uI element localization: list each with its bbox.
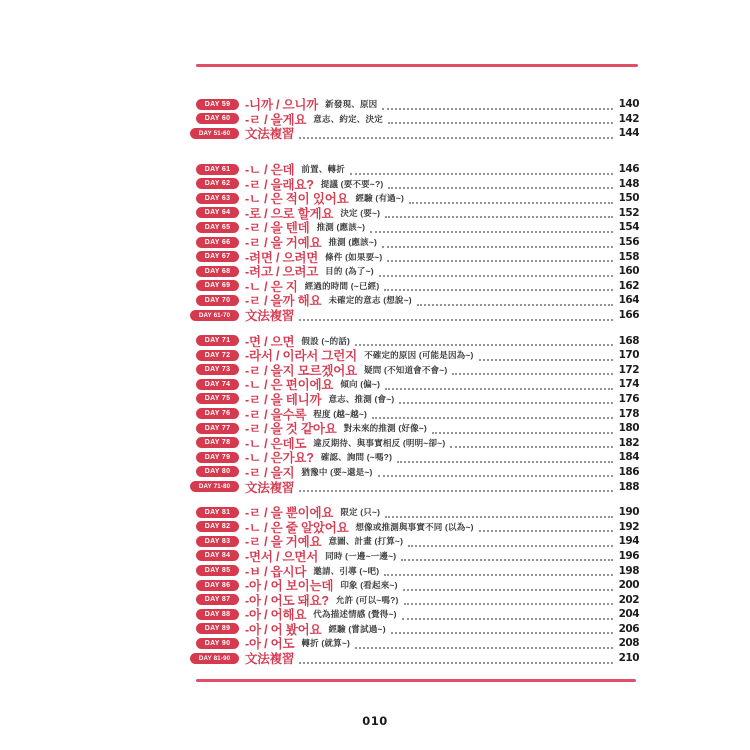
entry-page-number: 206 <box>618 622 639 635</box>
entry-page-number: 150 <box>618 192 639 205</box>
grammar-pattern-title: -ㄹ / 을게요 <box>245 112 307 127</box>
entry-page-number: 208 <box>618 637 639 650</box>
grammar-description: 允許 (可以~嗎?) <box>335 594 399 605</box>
day-badge: DAY 61-70 <box>190 310 239 321</box>
day-badge: DAY 71 <box>196 335 239 346</box>
grammar-description: 經過的時間 (~已經) <box>304 280 380 291</box>
dotted-leader <box>382 237 613 248</box>
toc-entry <box>196 308 639 323</box>
entry-page-number: 184 <box>618 451 639 464</box>
day-badge: DAY 70 <box>196 295 239 306</box>
dotted-leader <box>388 113 613 124</box>
page-number: 010 <box>362 714 388 728</box>
dotted-leader <box>387 251 613 262</box>
grammar-pattern-title: -ㄴ / 은가요? <box>245 451 314 466</box>
day-badge: DAY 79 <box>196 452 239 463</box>
grammar-pattern-title: -ㅂ / 읍시다 <box>245 564 307 579</box>
entry-page-number: 166 <box>618 309 639 322</box>
toc-group <box>196 505 639 666</box>
grammar-pattern-title: -ㄴ / 은 적이 있어요 <box>245 192 349 207</box>
entry-page-number: 158 <box>618 250 639 263</box>
day-badge: DAY 75 <box>196 393 239 404</box>
dotted-leader <box>379 266 613 277</box>
grammar-description: 意志、推測 (會~) <box>328 393 395 404</box>
grammar-pattern-title: -ㄹ / 을지 모르겠어요 <box>245 363 358 378</box>
dotted-leader <box>479 521 613 532</box>
entry-page-number: 200 <box>618 579 639 592</box>
grammar-description: 印象 (看起來~) <box>340 580 398 591</box>
day-badge: DAY 87 <box>196 594 239 605</box>
grammar-pattern-title: -ㄹ / 을 거예요 <box>245 236 322 251</box>
grammar-description: 對未來的推測 (好像~) <box>343 423 427 434</box>
dotted-leader <box>401 550 613 561</box>
day-badge: DAY 77 <box>196 423 239 434</box>
grammar-description: 意志、約定、決定 <box>313 113 383 124</box>
grammar-pattern-title: -ㄴ / 은 지 <box>245 279 298 294</box>
dotted-leader <box>408 536 613 547</box>
entry-page-number: 146 <box>618 163 639 176</box>
toc-group <box>196 97 639 141</box>
grammar-pattern-title: -아 / 어도 돼요? <box>245 593 329 608</box>
day-badge: DAY 86 <box>196 580 239 591</box>
toc-group <box>196 333 639 494</box>
grammar-pattern-title: -ㄹ / 을지 <box>245 465 295 480</box>
dotted-leader <box>403 580 613 591</box>
entry-page-number: 152 <box>618 206 639 219</box>
grammar-description: 目的 (為了~) <box>325 266 374 277</box>
day-badge: DAY 61 <box>196 164 239 175</box>
grammar-pattern-title: -ㄹ / 을수록 <box>245 407 307 422</box>
grammar-pattern-title: -ㄹ / 을래요? <box>245 177 314 192</box>
day-badge: DAY 72 <box>196 350 239 361</box>
day-badge: DAY 83 <box>196 536 239 547</box>
grammar-description: 想像或推測與事實不同 (以為~) <box>355 521 474 532</box>
grammar-description: 推測 (應該~) <box>328 237 378 248</box>
grammar-pattern-title: -니까 / 으니까 <box>245 98 319 113</box>
entry-page-number: 156 <box>618 236 639 249</box>
entry-page-number: 198 <box>618 564 639 577</box>
grammar-pattern-title: -ㄹ / 을 것 같아요 <box>245 422 337 437</box>
day-badge: DAY 63 <box>196 193 239 204</box>
day-badge: DAY 59 <box>196 99 239 110</box>
grammar-description: 程度 (越~越~) <box>313 408 368 419</box>
day-badge: DAY 82 <box>196 521 239 532</box>
grammar-description: 經驗 (有過~) <box>355 193 405 204</box>
entry-page-number: 180 <box>618 422 639 435</box>
grammar-description: 意圖、計畫 (打算~) <box>328 536 404 547</box>
grammar-pattern-title: 文法複習 <box>245 127 295 142</box>
table-of-contents <box>196 97 639 676</box>
dotted-leader <box>432 423 613 434</box>
day-badge: DAY 51-60 <box>190 128 239 139</box>
day-badge: DAY 67 <box>196 251 239 262</box>
grammar-pattern-title: 文法複習 <box>245 309 295 324</box>
entry-page-number: 190 <box>618 506 639 519</box>
entry-page-number: 142 <box>618 112 639 125</box>
day-badge: DAY 80 <box>196 466 239 477</box>
grammar-pattern-title: -려고 / 으려고 <box>245 265 319 280</box>
grammar-pattern-title: -아 / 어도 <box>245 637 295 652</box>
grammar-description: 新發現、原因 <box>325 99 378 110</box>
dotted-leader <box>409 193 613 204</box>
dotted-leader <box>388 178 613 189</box>
dotted-leader <box>397 452 613 463</box>
grammar-description: 猶豫中 (要~還是~) <box>301 466 373 477</box>
dotted-leader <box>417 295 613 306</box>
entry-page-number: 204 <box>618 608 639 621</box>
entry-page-number: 202 <box>618 593 639 606</box>
day-badge: DAY 62 <box>196 178 239 189</box>
dotted-leader <box>385 379 613 390</box>
day-badge: DAY 60 <box>196 113 239 124</box>
dotted-leader <box>350 164 613 175</box>
day-badge: DAY 85 <box>196 565 239 576</box>
grammar-description: 提議 (要不要~?) <box>320 178 384 189</box>
entry-page-number: 176 <box>618 392 639 405</box>
entry-page-number: 194 <box>618 535 639 548</box>
entry-page-number: 210 <box>618 652 639 665</box>
grammar-description: 未確定的意志 (想說~) <box>328 295 412 306</box>
entry-page-number: 186 <box>618 465 639 478</box>
grammar-description: 確認、詢問 (~嗎?) <box>320 452 393 463</box>
top-divider-rule <box>196 64 638 67</box>
entry-page-number: 160 <box>618 265 639 278</box>
grammar-description: 轉折 (就算~) <box>301 638 351 649</box>
grammar-description: 邀請、引導 (~吧) <box>313 565 380 576</box>
dotted-leader <box>384 280 613 291</box>
grammar-description: 傾向 (偏~) <box>340 379 381 390</box>
day-badge: DAY 68 <box>196 266 239 277</box>
entry-page-number: 162 <box>618 279 639 292</box>
dotted-leader <box>299 653 613 664</box>
grammar-pattern-title: 文法複習 <box>245 652 295 667</box>
day-badge: DAY 81 <box>196 507 239 518</box>
dotted-leader <box>452 364 613 375</box>
dotted-leader <box>382 99 613 110</box>
dotted-leader <box>355 638 613 649</box>
toc-entry <box>196 651 639 666</box>
day-badge: DAY 73 <box>196 364 239 375</box>
dotted-leader <box>299 310 613 321</box>
grammar-pattern-title: -ㄹ / 을 뿐이에요 <box>245 506 334 521</box>
grammar-pattern-title: -ㄹ / 을 거예요 <box>245 535 322 550</box>
grammar-pattern-title: -라서 / 이라서 그런지 <box>245 349 358 364</box>
entry-page-number: 174 <box>618 378 639 391</box>
entry-page-number: 168 <box>618 334 639 347</box>
entry-page-number: 164 <box>618 294 639 307</box>
grammar-description: 違反期待、與事實相反 (明明~卻~) <box>313 437 446 448</box>
dotted-leader <box>399 393 613 404</box>
entry-page-number: 182 <box>618 436 639 449</box>
day-badge: DAY 89 <box>196 623 239 634</box>
day-badge: DAY 76 <box>196 408 239 419</box>
dotted-leader <box>299 128 613 139</box>
grammar-description: 決定 (要~) <box>340 207 381 218</box>
grammar-description: 不確定的原因 (可能是因為~) <box>364 350 474 361</box>
day-badge: DAY 71-80 <box>190 481 239 492</box>
entry-page-number: 178 <box>618 407 639 420</box>
day-badge: DAY 81-90 <box>190 653 239 664</box>
dotted-leader <box>479 350 613 361</box>
entry-page-number: 144 <box>618 127 639 140</box>
entry-page-number: 172 <box>618 363 639 376</box>
day-badge: DAY 65 <box>196 222 239 233</box>
entry-page-number: 170 <box>618 349 639 362</box>
grammar-pattern-title: -면 / 으면 <box>245 334 295 349</box>
entry-page-number: 192 <box>618 520 639 533</box>
grammar-description: 疑問 (不知道會不會~) <box>364 364 448 375</box>
entry-page-number: 148 <box>618 177 639 190</box>
grammar-description: 代為描述情感 (覺得~) <box>313 609 397 620</box>
grammar-pattern-title: -ㄴ / 은 줄 알았어요 <box>245 520 349 535</box>
grammar-pattern-title: -아 / 어해요 <box>245 608 307 623</box>
day-badge: DAY 64 <box>196 207 239 218</box>
dotted-leader <box>404 594 613 605</box>
toc-group <box>196 162 639 323</box>
dotted-leader <box>385 507 613 518</box>
entry-page-number: 196 <box>618 549 639 562</box>
entry-page-number: 188 <box>618 480 639 493</box>
grammar-description: 經驗 (嘗試過~) <box>328 623 386 634</box>
day-badge: DAY 69 <box>196 280 239 291</box>
day-badge: DAY 74 <box>196 379 239 390</box>
grammar-pattern-title: -아 / 어 봤어요 <box>245 622 322 637</box>
grammar-pattern-title: -아 / 어 보이는데 <box>245 579 334 594</box>
toc-entry <box>196 126 639 141</box>
day-badge: DAY 90 <box>196 638 239 649</box>
dotted-leader <box>384 565 613 576</box>
grammar-description: 條件 (如果要~) <box>325 251 383 262</box>
day-badge: DAY 66 <box>196 237 239 248</box>
grammar-description: 前置、轉折 <box>301 164 345 175</box>
grammar-pattern-title: -ㄹ / 을 텐데 <box>245 221 310 236</box>
dotted-leader <box>402 609 613 620</box>
dotted-leader <box>355 335 613 346</box>
bottom-divider-rule <box>196 679 636 682</box>
grammar-pattern-title: 文法複習 <box>245 480 295 495</box>
dotted-leader <box>299 481 613 492</box>
grammar-pattern-title: -ㄴ / 은데 <box>245 163 295 178</box>
toc-entry <box>196 479 639 494</box>
grammar-pattern-title: -ㄴ / 은 편이에요 <box>245 378 334 393</box>
grammar-pattern-title: -로 / 으로 할게요 <box>245 206 334 221</box>
grammar-description: 同時 (一邊~一邊~) <box>325 550 397 561</box>
dotted-leader <box>391 623 613 634</box>
grammar-description: 推測 (應該~) <box>316 222 366 233</box>
dotted-leader <box>372 408 613 419</box>
dotted-leader <box>450 437 613 448</box>
grammar-pattern-title: -려면 / 으려면 <box>245 250 319 265</box>
entry-page-number: 154 <box>618 221 639 234</box>
grammar-pattern-title: -ㄹ / 을까 해요 <box>245 294 322 309</box>
grammar-pattern-title: -면서 / 으면서 <box>245 549 319 564</box>
grammar-description: 假設 (~的話) <box>301 335 351 346</box>
dotted-leader <box>385 207 613 218</box>
dotted-leader <box>370 222 613 233</box>
day-badge: DAY 78 <box>196 437 239 448</box>
entry-page-number: 140 <box>618 98 639 111</box>
grammar-description: 限定 (只~) <box>340 507 381 518</box>
dotted-leader <box>378 466 613 477</box>
day-badge: DAY 88 <box>196 609 239 620</box>
day-badge: DAY 84 <box>196 550 239 561</box>
grammar-pattern-title: -ㄴ / 은데도 <box>245 436 307 451</box>
grammar-pattern-title: -ㄹ / 을 테니까 <box>245 392 322 407</box>
